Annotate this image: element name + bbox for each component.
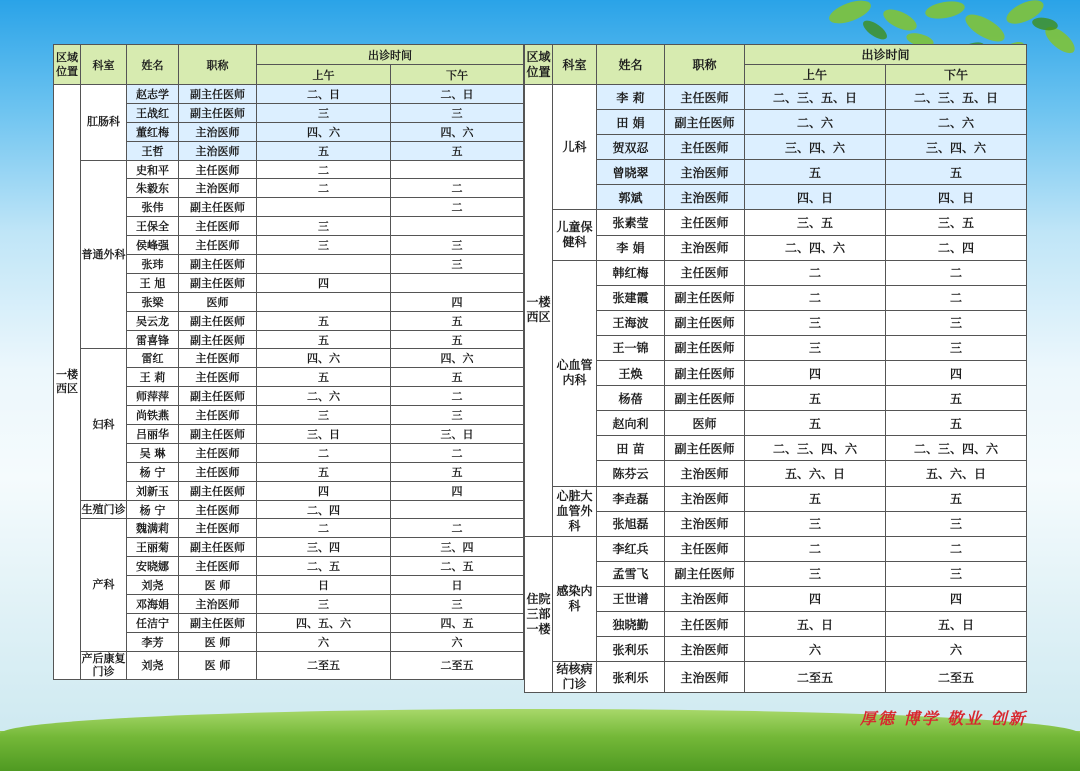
doctor-title: 副主任医师 xyxy=(665,110,745,135)
table-row xyxy=(525,260,1027,285)
pm-schedule: 三 xyxy=(886,335,1027,360)
doctor-title: 主治医师 xyxy=(179,141,257,160)
header-title: 职称 xyxy=(665,45,745,85)
department-cell: 心脏大血管外科 xyxy=(553,486,597,536)
area-cell: 一楼西区 xyxy=(54,85,81,680)
doctor-name: 吕丽华 xyxy=(127,425,179,444)
doctor-title: 副主任医师 xyxy=(179,538,257,557)
table-row xyxy=(525,361,1027,386)
am-schedule: 二、六 xyxy=(257,387,391,406)
header-am: 上午 xyxy=(745,65,886,85)
doctor-name: 张利乐 xyxy=(597,662,665,693)
table-row xyxy=(54,160,524,179)
pm-schedule: 三 xyxy=(391,236,524,255)
doctor-name: 张伟 xyxy=(127,198,179,217)
doctor-title: 医师 xyxy=(179,292,257,311)
doctor-title: 主任医师 xyxy=(665,85,745,110)
doctor-name: 陈芬云 xyxy=(597,461,665,486)
pm-schedule: 二至五 xyxy=(391,651,524,680)
doctor-title: 主任医师 xyxy=(179,349,257,368)
doctor-name: 杨 宁 xyxy=(127,500,179,519)
am-schedule: 二、五 xyxy=(257,557,391,576)
am-schedule: 二 xyxy=(745,260,886,285)
am-schedule: 三 xyxy=(257,595,391,614)
doctor-title: 主任医师 xyxy=(179,519,257,538)
pm-schedule: 五 xyxy=(886,486,1027,511)
doctor-title: 副主任医师 xyxy=(665,310,745,335)
pm-schedule: 五 xyxy=(391,141,524,160)
department-cell: 产后康复门诊 xyxy=(81,651,126,679)
am-schedule: 二 xyxy=(257,519,391,538)
pm-schedule: 六 xyxy=(886,637,1027,662)
doctor-title: 主任医师 xyxy=(665,210,745,235)
doctor-name: 赵志学 xyxy=(127,85,179,104)
pm-schedule: 五 xyxy=(391,368,524,387)
doctor-title: 医师 xyxy=(665,411,745,436)
table-row xyxy=(525,185,1027,210)
am-schedule: 五 xyxy=(257,330,391,349)
doctor-title: 主任医师 xyxy=(179,368,257,387)
pm-schedule: 二 xyxy=(391,387,524,406)
am-schedule xyxy=(257,255,391,274)
doctor-name: 吴云龙 xyxy=(127,311,179,330)
doctor-title: 副主任医师 xyxy=(179,387,257,406)
am-schedule: 四 xyxy=(257,273,391,292)
doctor-name: 王 莉 xyxy=(127,368,179,387)
am-schedule: 四 xyxy=(745,361,886,386)
doctor-title: 主治医师 xyxy=(179,179,257,198)
pm-schedule: 三、日 xyxy=(391,425,524,444)
table-row xyxy=(525,386,1027,411)
table-row xyxy=(525,285,1027,310)
pm-schedule: 四、六 xyxy=(391,349,524,368)
doctor-title: 副主任医师 xyxy=(179,481,257,500)
pm-schedule: 五 xyxy=(886,160,1027,185)
table-row xyxy=(525,110,1027,135)
table-row xyxy=(54,519,524,538)
doctor-name: 李垚磊 xyxy=(597,486,665,511)
doctor-name: 李 莉 xyxy=(597,85,665,110)
am-schedule: 二、日 xyxy=(257,85,391,104)
doctor-title: 医 师 xyxy=(179,576,257,595)
doctor-name: 安晓娜 xyxy=(127,557,179,576)
pm-schedule: 二、三、五、日 xyxy=(886,85,1027,110)
doctor-name: 田 娟 xyxy=(597,110,665,135)
am-schedule: 五 xyxy=(257,462,391,481)
doctor-title: 主任医师 xyxy=(179,160,257,179)
doctor-title: 主任医师 xyxy=(179,462,257,481)
pm-schedule: 二、六 xyxy=(886,110,1027,135)
am-schedule: 三 xyxy=(257,217,391,236)
doctor-name: 史和平 xyxy=(127,160,179,179)
pm-schedule: 四 xyxy=(391,481,524,500)
header-row xyxy=(525,45,1027,65)
table-row xyxy=(525,511,1027,536)
doctor-name: 张旭磊 xyxy=(597,511,665,536)
doctor-name: 张素莹 xyxy=(597,210,665,235)
pm-schedule: 二 xyxy=(886,285,1027,310)
am-schedule: 二 xyxy=(257,443,391,462)
doctor-title: 医 师 xyxy=(179,632,257,651)
pm-schedule: 四 xyxy=(886,361,1027,386)
doctor-name: 贺双忍 xyxy=(597,135,665,160)
doctor-name: 王一锦 xyxy=(597,335,665,360)
table-row xyxy=(525,85,1027,110)
doctor-name: 杨蓓 xyxy=(597,386,665,411)
doctor-title: 主治医师 xyxy=(665,511,745,536)
department-cell: 肛肠科 xyxy=(81,85,127,161)
am-schedule: 四、六 xyxy=(257,349,391,368)
doctor-name: 刘尧 xyxy=(127,651,179,680)
doctor-name: 师萍萍 xyxy=(127,387,179,406)
am-schedule: 三、四、六 xyxy=(745,135,886,160)
doctor-name: 杨 宁 xyxy=(127,462,179,481)
pm-schedule: 四 xyxy=(886,586,1027,611)
am-schedule: 二、三、五、日 xyxy=(745,85,886,110)
doctor-name: 张建霞 xyxy=(597,285,665,310)
table-row xyxy=(525,235,1027,260)
doctor-title: 副主任医师 xyxy=(665,436,745,461)
table-row xyxy=(54,85,524,104)
table-row xyxy=(54,349,524,368)
doctor-name: 刘新玉 xyxy=(127,481,179,500)
table-row xyxy=(525,461,1027,486)
department-cell: 心血管内科 xyxy=(553,260,597,486)
doctor-name: 李芳 xyxy=(127,632,179,651)
pm-schedule: 二 xyxy=(391,198,524,217)
pm-schedule: 二 xyxy=(886,536,1027,561)
pm-schedule: 五 xyxy=(886,386,1027,411)
header-area: 区域位置 xyxy=(54,45,81,85)
pm-schedule: 二至五 xyxy=(886,662,1027,693)
header-pm: 下午 xyxy=(886,65,1027,85)
doctor-title: 副主任医师 xyxy=(179,198,257,217)
header-name: 姓名 xyxy=(597,45,665,85)
pm-schedule: 三 xyxy=(391,103,524,122)
header-dept: 科室 xyxy=(553,45,597,85)
table-row xyxy=(525,210,1027,235)
table-row xyxy=(525,310,1027,335)
pm-schedule xyxy=(391,160,524,179)
am-schedule: 五 xyxy=(745,160,886,185)
pm-schedule: 三 xyxy=(391,255,524,274)
doctor-title: 副主任医师 xyxy=(665,561,745,586)
am-schedule: 六 xyxy=(257,632,391,651)
schedule-table-left xyxy=(53,44,524,680)
doctor-name: 张玮 xyxy=(127,255,179,274)
header-am: 上午 xyxy=(257,65,391,85)
doctor-name: 董红梅 xyxy=(127,122,179,141)
am-schedule: 二 xyxy=(257,160,391,179)
doctor-title: 主任医师 xyxy=(179,217,257,236)
department-cell: 产科 xyxy=(81,519,127,651)
am-schedule: 五 xyxy=(745,386,886,411)
pm-schedule: 二 xyxy=(391,179,524,198)
table-row xyxy=(525,536,1027,561)
header-clinic-time: 出诊时间 xyxy=(257,45,524,65)
doctor-title: 副主任医师 xyxy=(179,85,257,104)
doctor-title: 主治医师 xyxy=(179,595,257,614)
table-row xyxy=(525,160,1027,185)
doctor-title: 主任医师 xyxy=(179,236,257,255)
am-schedule: 三 xyxy=(745,310,886,335)
doctor-title: 主治医师 xyxy=(665,637,745,662)
am-schedule: 二、四 xyxy=(257,500,391,519)
doctor-title: 主任医师 xyxy=(665,260,745,285)
pm-schedule: 六 xyxy=(391,632,524,651)
table-row xyxy=(525,637,1027,662)
hospital-motto: 厚德 博学 敬业 创新 xyxy=(860,709,1027,728)
am-schedule: 二 xyxy=(745,536,886,561)
am-schedule: 二、三、四、六 xyxy=(745,436,886,461)
am-schedule: 五、日 xyxy=(745,611,886,636)
pm-schedule: 三、四 xyxy=(391,538,524,557)
doctor-name: 韩红梅 xyxy=(597,260,665,285)
am-schedule: 三、四 xyxy=(257,538,391,557)
table-row xyxy=(54,651,524,680)
am-schedule: 四、五、六 xyxy=(257,613,391,632)
pm-schedule: 四 xyxy=(391,292,524,311)
pm-schedule: 四、日 xyxy=(886,185,1027,210)
am-schedule: 二 xyxy=(257,179,391,198)
pm-schedule: 日 xyxy=(391,576,524,595)
doctor-name: 独晓勤 xyxy=(597,611,665,636)
am-schedule: 三 xyxy=(745,335,886,360)
department-cell: 儿童保健科 xyxy=(553,210,597,260)
pm-schedule: 五 xyxy=(391,311,524,330)
doctor-name: 邓海娟 xyxy=(127,595,179,614)
am-schedule xyxy=(257,292,391,311)
doctor-name: 任洁宁 xyxy=(127,613,179,632)
pm-schedule: 二、四 xyxy=(886,235,1027,260)
pm-schedule: 二 xyxy=(391,443,524,462)
am-schedule: 四 xyxy=(745,586,886,611)
doctor-title: 主任医师 xyxy=(179,443,257,462)
doctor-title: 副主任医师 xyxy=(665,386,745,411)
doctor-name: 朱毅东 xyxy=(127,179,179,198)
department-cell: 生殖门诊 xyxy=(81,500,127,519)
doctor-title: 主任医师 xyxy=(179,557,257,576)
pm-schedule: 二 xyxy=(391,519,524,538)
pm-schedule: 五 xyxy=(391,462,524,481)
header-name: 姓名 xyxy=(127,45,179,85)
doctor-title: 主任医师 xyxy=(665,135,745,160)
doctor-title: 副主任医师 xyxy=(179,255,257,274)
pm-schedule: 三 xyxy=(886,561,1027,586)
table-row xyxy=(525,561,1027,586)
header-row xyxy=(54,45,524,65)
doctor-title: 主治医师 xyxy=(665,586,745,611)
doctor-title: 主治医师 xyxy=(665,185,745,210)
pm-schedule: 五、日 xyxy=(886,611,1027,636)
doctor-title: 主治医师 xyxy=(665,235,745,260)
pm-schedule xyxy=(391,500,524,519)
header-dept: 科室 xyxy=(81,45,127,85)
header-pm: 下午 xyxy=(391,65,524,85)
doctor-title: 主任医师 xyxy=(665,536,745,561)
am-schedule xyxy=(257,198,391,217)
doctor-name: 王世谱 xyxy=(597,586,665,611)
am-schedule: 二 xyxy=(745,285,886,310)
am-schedule: 五 xyxy=(745,411,886,436)
doctor-name: 郭斌 xyxy=(597,185,665,210)
table-row xyxy=(525,662,1027,693)
doctor-title: 副主任医师 xyxy=(179,273,257,292)
table-row xyxy=(525,486,1027,511)
am-schedule: 五、六、日 xyxy=(745,461,886,486)
doctor-name: 王保全 xyxy=(127,217,179,236)
doctor-title: 主治医师 xyxy=(665,461,745,486)
pm-schedule: 三 xyxy=(391,595,524,614)
pm-schedule: 二 xyxy=(886,260,1027,285)
am-schedule: 五 xyxy=(257,311,391,330)
pm-schedule xyxy=(391,273,524,292)
department-cell: 妇科 xyxy=(81,349,127,500)
am-schedule: 五 xyxy=(257,141,391,160)
doctor-name: 王战红 xyxy=(127,103,179,122)
am-schedule: 五 xyxy=(745,486,886,511)
doctor-name: 李红兵 xyxy=(597,536,665,561)
table-row xyxy=(525,586,1027,611)
am-schedule: 三 xyxy=(257,236,391,255)
doctor-name: 刘尧 xyxy=(127,576,179,595)
am-schedule: 二、四、六 xyxy=(745,235,886,260)
pm-schedule: 五 xyxy=(886,411,1027,436)
doctor-name: 曾晓翠 xyxy=(597,160,665,185)
doctor-title: 副主任医师 xyxy=(179,311,257,330)
department-cell: 儿科 xyxy=(553,85,597,210)
am-schedule: 三、日 xyxy=(257,425,391,444)
am-schedule: 三 xyxy=(745,511,886,536)
am-schedule: 日 xyxy=(257,576,391,595)
doctor-name: 李 娟 xyxy=(597,235,665,260)
pm-schedule: 三 xyxy=(886,511,1027,536)
doctor-name: 张梁 xyxy=(127,292,179,311)
am-schedule: 五 xyxy=(257,368,391,387)
am-schedule: 二至五 xyxy=(257,651,391,680)
pm-schedule: 三、四、六 xyxy=(886,135,1027,160)
table-row xyxy=(525,135,1027,160)
doctor-title: 主任医师 xyxy=(179,406,257,425)
doctor-name: 王海波 xyxy=(597,310,665,335)
doctor-name: 张利乐 xyxy=(597,637,665,662)
am-schedule: 四、日 xyxy=(745,185,886,210)
table-row xyxy=(54,500,524,519)
pm-schedule: 二、三、四、六 xyxy=(886,436,1027,461)
am-schedule: 二至五 xyxy=(745,662,886,693)
department-cell: 感染内科 xyxy=(553,536,597,661)
am-schedule: 三 xyxy=(745,561,886,586)
table-row xyxy=(525,436,1027,461)
doctor-name: 田 苗 xyxy=(597,436,665,461)
doctor-title: 主治医师 xyxy=(665,160,745,185)
doctor-title: 主治医师 xyxy=(665,486,745,511)
pm-schedule: 三 xyxy=(391,406,524,425)
doctor-name: 孟雪飞 xyxy=(597,561,665,586)
area-cell: 一楼西区 xyxy=(525,85,553,537)
schedule-table-right xyxy=(524,44,1027,693)
doctor-name: 魏满莉 xyxy=(127,519,179,538)
doctor-title: 主任医师 xyxy=(179,500,257,519)
doctor-name: 王焕 xyxy=(597,361,665,386)
pm-schedule: 四、六 xyxy=(391,122,524,141)
pm-schedule: 三 xyxy=(886,310,1027,335)
pm-schedule: 三、五 xyxy=(886,210,1027,235)
doctor-name: 王哲 xyxy=(127,141,179,160)
pm-schedule: 五、六、日 xyxy=(886,461,1027,486)
am-schedule: 三、五 xyxy=(745,210,886,235)
doctor-name: 吴 琳 xyxy=(127,443,179,462)
doctor-title: 副主任医师 xyxy=(179,425,257,444)
doctor-name: 侯峰强 xyxy=(127,236,179,255)
pm-schedule: 五 xyxy=(391,330,524,349)
am-schedule: 四 xyxy=(257,481,391,500)
doctor-title: 副主任医师 xyxy=(179,330,257,349)
doctor-title: 副主任医师 xyxy=(665,361,745,386)
header-area: 区域位置 xyxy=(525,45,553,85)
pm-schedule: 四、五 xyxy=(391,613,524,632)
header-clinic-time: 出诊时间 xyxy=(745,45,1027,65)
am-schedule: 三 xyxy=(257,406,391,425)
doctor-name: 王丽菊 xyxy=(127,538,179,557)
table-row xyxy=(525,411,1027,436)
am-schedule: 四、六 xyxy=(257,122,391,141)
doctor-name: 雷喜锋 xyxy=(127,330,179,349)
department-cell: 普通外科 xyxy=(81,160,127,349)
table-row xyxy=(525,611,1027,636)
doctor-name: 王 旭 xyxy=(127,273,179,292)
pm-schedule: 二、五 xyxy=(391,557,524,576)
doctor-title: 主任医师 xyxy=(665,611,745,636)
doctor-title: 副主任医师 xyxy=(179,103,257,122)
doctor-title: 副主任医师 xyxy=(665,285,745,310)
doctor-title: 医 师 xyxy=(179,651,257,680)
doctor-name: 雷红 xyxy=(127,349,179,368)
area-cell: 住院三部一楼 xyxy=(525,536,553,692)
pm-schedule xyxy=(391,217,524,236)
doctor-name: 赵向利 xyxy=(597,411,665,436)
table-row xyxy=(525,335,1027,360)
doctor-title: 副主任医师 xyxy=(179,613,257,632)
department-cell: 结核病门诊 xyxy=(553,662,597,693)
header-title: 职称 xyxy=(179,45,257,85)
doctor-name: 尚铁燕 xyxy=(127,406,179,425)
doctor-title: 主治医师 xyxy=(665,662,745,693)
am-schedule: 二、六 xyxy=(745,110,886,135)
am-schedule: 三 xyxy=(257,103,391,122)
pm-schedule: 二、日 xyxy=(391,85,524,104)
doctor-title: 主治医师 xyxy=(179,122,257,141)
doctor-title: 副主任医师 xyxy=(665,335,745,360)
am-schedule: 六 xyxy=(745,637,886,662)
